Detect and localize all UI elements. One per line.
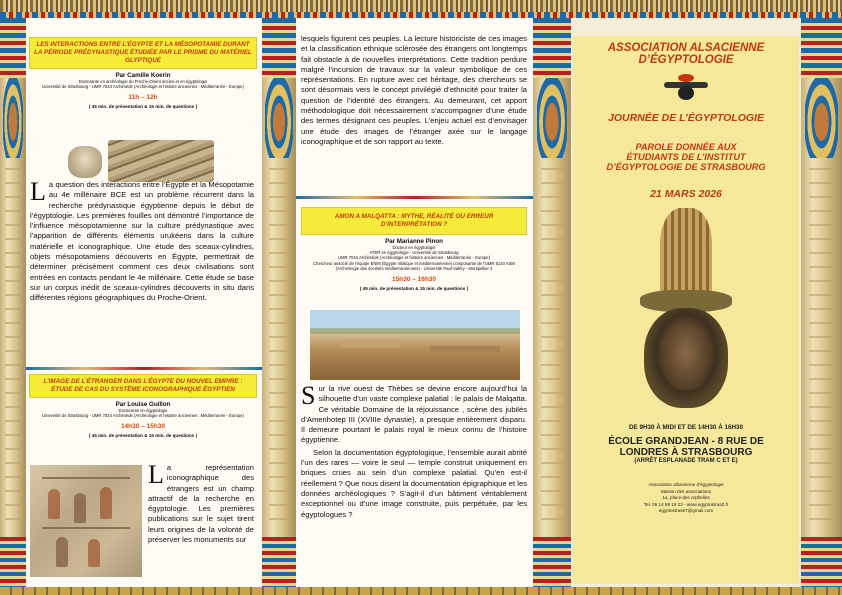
talk2-abstract-continued: lesquels figurent ces peuples. La lecture historiciste de ces images et la classification ethnique sclérosée des étrangers ont longtemps fait obstacle à de nouvelles interprétations. Cette tradition perdure malgré l’incursion de travaux sur la valeur symbolique de ces représentations. En rupture avec cet héritage, des chercheurs se sont désormais vers le concept privilégié d’ethnicité pour traiter la question de l’identité des étrangers. Au demeurant, cet apport méthodologique doit nécessairement s’accompagner d’une étude des termes désignant ces peuples. L’enjeu actuel est d’envisager une étude des images de l’étranger axée sur le langage iconographique et de son rapport au texte. [301, 34, 527, 146]
subtitle-line-3: D’ÉGYPTOLOGIE DE STRASBOURG [606, 162, 766, 172]
cover-panel [573, 36, 799, 584]
bottom-border [0, 587, 842, 595]
talk3-affiliation-4: Chercheur associé de l’équipe ENiM (Égypte nilotique et méditerranéenne) composante de l’UMR 5140 ASM (Archéologie des sociétés méditerranéennes) - Université Paul-Valéry - Montpellier 3 [313, 260, 515, 271]
event-date: 21 MARS 2026 [650, 188, 722, 200]
talk3-affiliation-2: ATER en égyptologie - Université de Strasbourg [369, 250, 459, 256]
contact-org: Association alsacienne d’égyptologie [648, 482, 724, 487]
contact-address: 1a, place des orphelins [662, 495, 710, 500]
talk1-abstract-text: a question des interactions entre l’Égypte et la Mésopotamie au 4e millénaire BCE est un problème récurrent dans la recherche prédynastique égyptienne depuis le début de l’égyptologie. Les premières fouilles ont démontré l’importance de l’influence mésopotamienne sur la culture prédynastique avec l’apparition de différents éléments urukéens dans la culture matérielle et iconographique. Une étude des sceaux-cylindres, objets mésopotamiens découverts en Égypte, permettrait de déterminer précisément comment ces deux civilisations sont entrées en contacts pendant le 4e millénaire. Cette étude se base sur un corpus inédit de sceaux-cylindres découverts in situ dans différentes régions géographiques du Proche-Orient. [30, 180, 254, 303]
talk2-abstract-text: a représentation iconographique des étrangers est un champ attractif de la recherche en égyptologie. Les premières publications sur le sujet tirent leurs origines de la volonté de préserver les monuments sur [148, 463, 254, 545]
event-hours: DE 9H30 À MIDI ET DE 14H30 À 16H30 [628, 424, 744, 431]
panel-middle [296, 18, 533, 587]
talk2-abstract [148, 460, 254, 545]
pillar-mid-2 [533, 18, 571, 587]
transit-info: (ARRÊT ESPLANADE TRAM C ET E) [634, 458, 738, 464]
talk3-abstract-text-2: Selon la documentation égyptologique, l’ensemble aurait abrité l’un des rares — voire le seul — temple construit uniquement en briques crues au sein d’un complexe palatial. Qu’en est-il réellement ? Que nous disent la documentation épigraphique et les données archéologiques ? S’agit-il d’un bâtiment véritablement exceptionnel ou d’une image construite, puis perpétuée, par les égyptologues ? [301, 447, 527, 519]
talk3-duration: ( 45 min. de présentation & 15 min. de questions ) [359, 286, 469, 292]
talk3-abstract [301, 381, 527, 520]
contact-block [573, 482, 799, 515]
queen-head-statue-image [626, 208, 746, 418]
panel-left-lower [26, 371, 262, 587]
event-title: JOURNÉE DE L’ÉGYPTOLOGIE [608, 112, 764, 124]
talk3-author: Par Marianne Pinon [385, 238, 443, 245]
venue-line-1: ÉCOLE GRANDJEAN - 8 RUE DE [608, 436, 764, 447]
subtitle-line-2: ÉTUDIANTS DE L’INSTITUT [626, 152, 746, 162]
talk1-affiliation-1: Doctorante en archéologie du Proche-Orient ancien et en égyptologie [78, 79, 208, 84]
talk1-title: LES INTERACTIONS ENTRE L’ÉGYPTE ET LA MÉSOPOTAMIE DURANT LA PÉRIODE PRÉDYNASTIQUE ÉTUDIÉE PAR LE PRISME DU MATÉRIEL GLYPTIQUE [30, 38, 256, 68]
pillar-right [801, 18, 842, 587]
talk3-dropcap: S [301, 381, 316, 410]
venue-line-2: LONDRES À STRASBOURG [619, 447, 753, 458]
talk1-affiliation-2: Université de Strasbourg - UMR 7044 Archimède (Archéologie et histoire anciennes : Méditerranée - Europe) [42, 84, 244, 90]
contact-email: egyptostras67@gmail.com [658, 508, 714, 513]
talk3-title: AMON A MALQATTA : MYTHE, RÉALITÉ OU ERREUR D’INTERPRÉTATION ? [302, 208, 526, 234]
talk2-duration: ( 45 min. de présentation & 15 min. de questions ) [88, 433, 198, 439]
talk2-author: Par Louise Guillon [115, 401, 171, 408]
talk3-abstract-text-1: ur la rive ouest de Thèbes se devine encore aujourd’hui la silhouette d’un vaste complexe palatial : le palais de Malqatta. Ce véritable Domaine de la réjouissance , scène des jubilés d’Amenhotep III (XVIIIe dynastie), a presque entièrement disparu. Il demeure pourtant le palais royal le mieux connu de l’histoire égyptienne. [301, 384, 527, 445]
subtitle-line-1: PAROLE DONNÉE AUX [635, 142, 737, 152]
talk2-time: 14h30 – 15h30 [120, 423, 166, 431]
talk2-affiliation-1: Doctorante en égyptologie [118, 408, 168, 413]
talk1-abstract [30, 177, 254, 304]
malqatta-photo [310, 310, 520, 380]
talk1-author: Par Camille Koerin [115, 72, 171, 79]
pillar-mid-1 [262, 18, 296, 587]
talk3-time: 15h30 – 16h30 [391, 276, 437, 284]
foreigners-relief-image [30, 465, 142, 577]
talk2-affiliation-2: Université de Strasbourg - UMR 7044 Archimède (Archéologie et histoire anciennes : Méditerranée - Europe) [42, 413, 244, 419]
separator-left [26, 367, 262, 370]
talk1-dropcap: L [30, 177, 46, 206]
talk1-time: 11h – 12h [128, 94, 158, 102]
talk1-duration: ( 45 min. de présentation & 15 min. de questions ) [88, 104, 198, 110]
talk2-dropcap: L [148, 460, 164, 489]
org-name-line-1: ASSOCIATION ALSACIENNE [607, 42, 765, 54]
talk2-title: L’IMAGE DE L’ÉTRANGER DANS L’ÉGYPTE DU NOUVEL EMPIRE : ÉTUDE DE CAS DU SYSTÈME ICONOGRAPHIQUE ÉGYPTIEN [30, 375, 256, 397]
scarab-logo-icon [664, 74, 708, 100]
talk3-affiliation-3: UMR 7044 Archimède (Archéologie et histoire anciennes : Méditerranée - Europe) [338, 255, 490, 261]
talk3-affiliation-1: Docteur en égyptologie [392, 245, 436, 250]
org-name-line-2: D’ÉGYPTOLOGIE [638, 54, 734, 66]
separator-middle [296, 196, 533, 199]
pillar-left [0, 18, 26, 587]
contact-phone-web: Tel. 06 14 99 19 22 - www.egyptostras2.fr [643, 501, 729, 507]
contact-house: Maison des associations [660, 488, 712, 494]
